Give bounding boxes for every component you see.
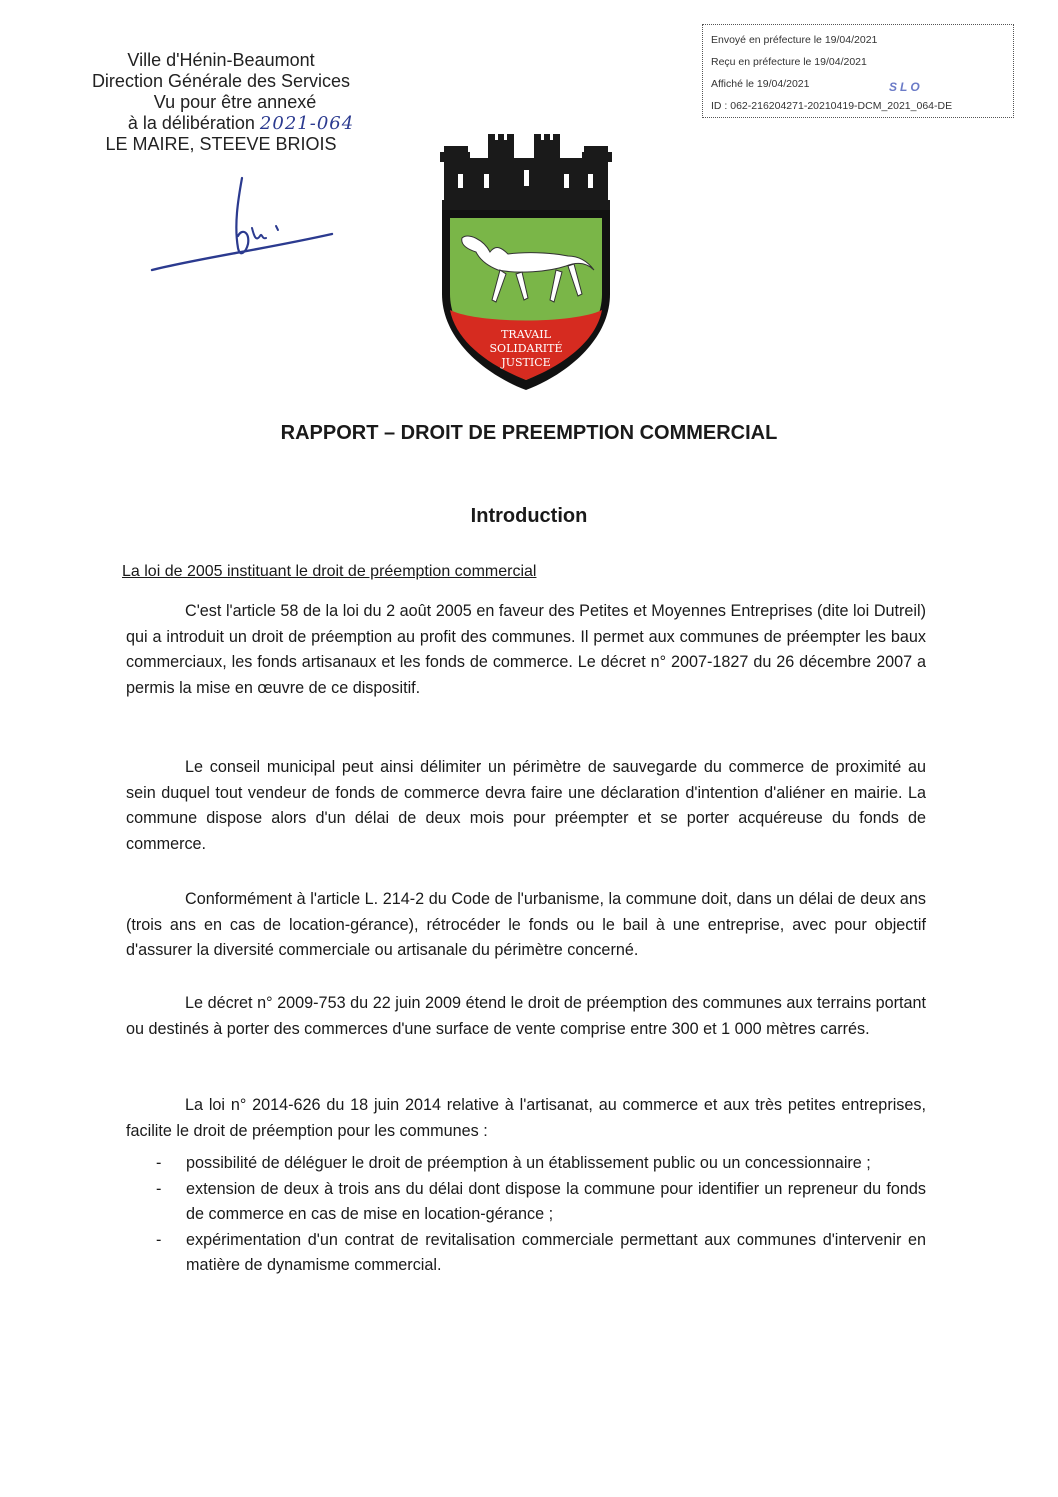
list-item [126,1151,926,1177]
bullet-dash: - [156,1179,162,1198]
stamp-deliberation-number: 2021-064 [259,113,355,134]
motto-line-1: TRAVAIL [501,328,551,341]
mayor-signature [150,170,340,280]
prefecture-posted: Affiché le 19/04/2021 [711,78,810,90]
list-item [126,1228,926,1279]
measures-list [126,1151,926,1279]
list-item-text: expérimentation d'un contrat de revitalisation commerciale permettant aux communes d'intervenir en matière de dynamisme commercial. [186,1230,926,1274]
paragraph-2: Le conseil municipal peut ainsi délimiter un périmètre de sauvegarde du commerce de proximité au sein duquel tout vendeur de fonds de commerce devra faire une déclaration d'intention d'aliéner en mairie. La commune dispose alors d'un délai de deux mois pour préempter et se porter acquéreuse du fonds de commerce. [126,758,926,853]
prefecture-received: Reçu en préfecture le 19/04/2021 [711,56,867,68]
prefecture-id: ID : 062-216204271-20210419-DCM_2021_064-DE [711,100,953,112]
stamp-deliberation [56,113,386,134]
bullet-dash: - [156,1154,162,1172]
stamp-city: Ville d'Hénin-Beaumont [127,50,315,70]
intro-title: Introduction [470,505,588,527]
list-item-text: possibilité de déléguer le droit de préemption à un établissement public ou un concessionnaire ; [186,1154,871,1172]
section-heading: La loi de 2005 instituant le droit de préemption commercial [122,563,537,580]
stamp-mayor: LE MAIRE, STEEVE BRIOIS [105,134,337,154]
list-item [126,1177,926,1228]
paragraph-4: Le décret n° 2009-753 du 22 juin 2009 étend le droit de préemption des communes aux terrains portant ou destinés à porter des commerces d'une surface de vente comprise entre 300 et 1 000 mètres carrés. [126,994,926,1038]
mayor-stamp [56,50,386,155]
prefecture-posted-row [711,73,1005,95]
slo-stamp-mark: SLO [889,80,923,94]
list-item-text: extension de deux à trois ans du délai dont dispose la commune pour identifier un repreneur du fonds de commerce en cas de mise en location-gérance ; [186,1179,926,1223]
prefecture-sent: Envoyé en préfecture le 19/04/2021 [711,34,878,46]
motto-line-3: JUSTICE [501,356,551,369]
prefecture-receipt-box [702,24,1014,118]
motto-line-2: SOLIDARITÉ [489,342,563,355]
coat-of-arms-logo [438,134,614,396]
paragraph-5: La loi n° 2014-626 du 18 juin 2014 relative à l'artisanat, au commerce et aux très petites entreprises, facilite le droit de préemption pour les communes : [126,1096,926,1140]
paragraph-3: Conformément à l'article L. 214-2 du Code de l'urbanisme, la commune doit, dans un délai de deux ans (trois ans en cas de location-gérance), rétrocéder le fonds ou le bail à une entreprise, avec pour objectif d'assurer la diversité commerciale ou artisanale du périmètre concerné. [126,890,926,960]
stamp-annex-note: Vu pour être annexé [153,92,317,112]
bullet-dash: - [156,1230,162,1249]
paragraph-1: C'est l'article 58 de la loi du 2 août 2005 en faveur des Petites et Moyennes Entreprises (dite loi Dutreil) qui a introduit un droit de préemption au profit des communes. Il permet aux communes de préempter les baux commerciaux, les fonds artisanaux et les fonds de commerce. Le décret n° 2007-1827 du 26 décembre 2007 a permis la mise en œuvre de ce dispositif. [126,602,926,697]
stamp-deliberation-label: à la délibération [127,113,255,133]
report-title: RAPPORT – DROIT DE PREEMPTION COMMERCIAL [280,422,778,444]
stamp-department: Direction Générale des Services [91,71,351,91]
